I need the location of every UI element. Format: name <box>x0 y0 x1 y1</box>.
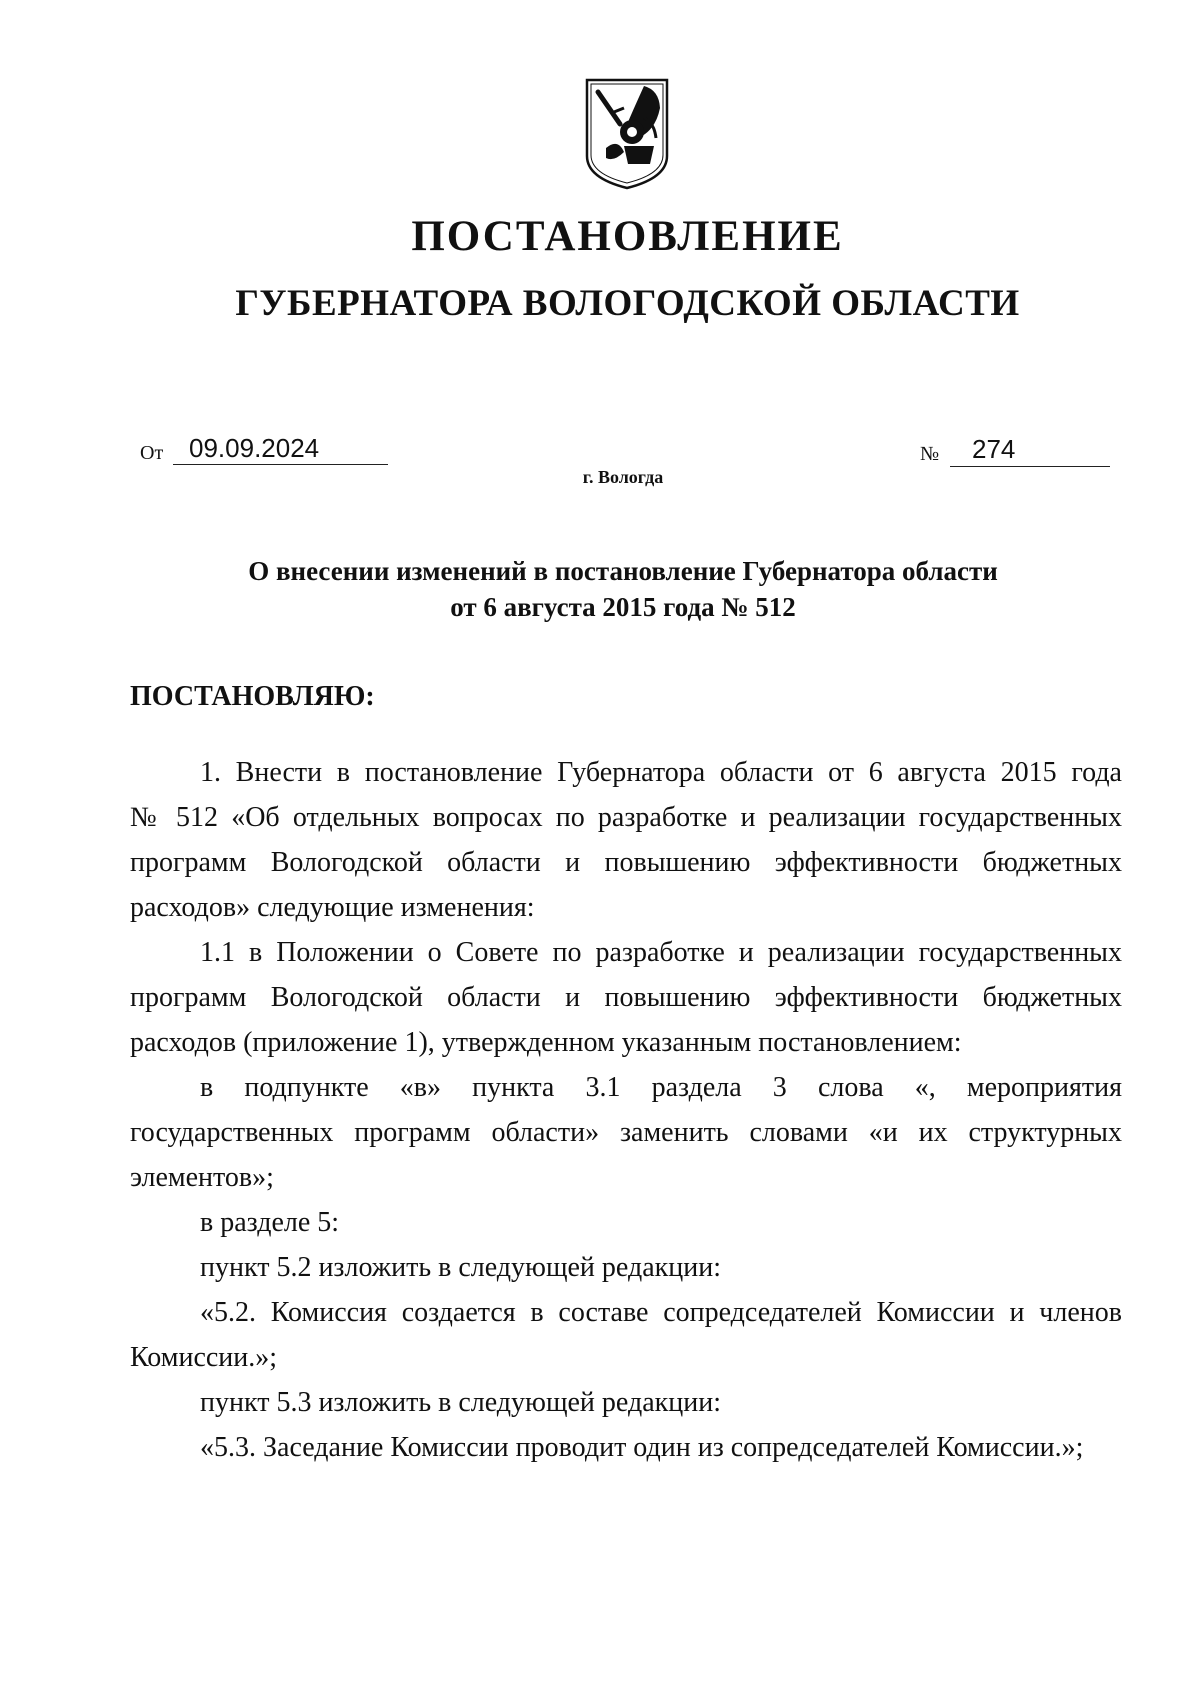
body-line: «5.2. Комиссия создается в составе сопредседателей Комиссии и членов <box>200 1297 1122 1328</box>
body-line: пункт 5.2 изложить в следующей редакции: <box>200 1252 721 1283</box>
decree-heading: ПОСТАНОВЛЯЮ: <box>130 681 375 712</box>
date-label: От <box>140 442 164 464</box>
body-line: пункт 5.3 изложить в следующей редакции: <box>200 1387 721 1418</box>
body-line: 1.1 в Положении о Совете по разработке и реализации государственных <box>200 937 1122 968</box>
body-line: 1. Внести в постановление Губернатора области от 6 августа 2015 года <box>200 757 1122 788</box>
subject-line: О внесении изменений в постановление Губернатора области <box>248 556 998 586</box>
body-line: расходов (приложение 1), утвержденном указанным постановлением: <box>130 1027 962 1058</box>
document-issuer: ГУБЕРНАТОРА ВОЛОГОДСКОЙ ОБЛАСТИ <box>235 283 1020 324</box>
city: г. Вологда <box>582 467 664 487</box>
subject-line: от 6 августа 2015 года № 512 <box>450 592 796 622</box>
document-subject <box>0 553 1200 625</box>
date-value: 09.09.2024 <box>189 433 320 463</box>
document-title: ПОСТАНОВЛЕНИЕ <box>411 213 844 260</box>
body-line: Комиссии.»; <box>130 1342 278 1373</box>
number-label: № <box>920 443 940 465</box>
body-line: в разделе 5: <box>200 1207 340 1238</box>
body-line: расходов» следующие изменения: <box>130 892 535 923</box>
body-line: программ Вологодской области и повышению эффективности бюджетных <box>130 982 1122 1013</box>
date-underline <box>173 464 388 465</box>
body-line: государственных программ области» заменить словами «и их структурных <box>130 1117 1122 1148</box>
body-line: «5.3. Заседание Комиссии проводит один из сопредседателей Комиссии.»; <box>200 1432 1084 1463</box>
body-line: № 512 «Об отдельных вопросах по разработке и реализации государственных <box>130 802 1122 833</box>
body-line: в подпункте «в» пункта 3.1 раздела 3 слова «, мероприятия <box>200 1072 1122 1103</box>
number-value: 274 <box>972 434 1016 464</box>
body-line: программ Вологодской области и повышению эффективности бюджетных <box>130 847 1122 878</box>
body-line: элементов»; <box>130 1162 274 1193</box>
vologda-coat-of-arms-icon <box>584 78 670 190</box>
